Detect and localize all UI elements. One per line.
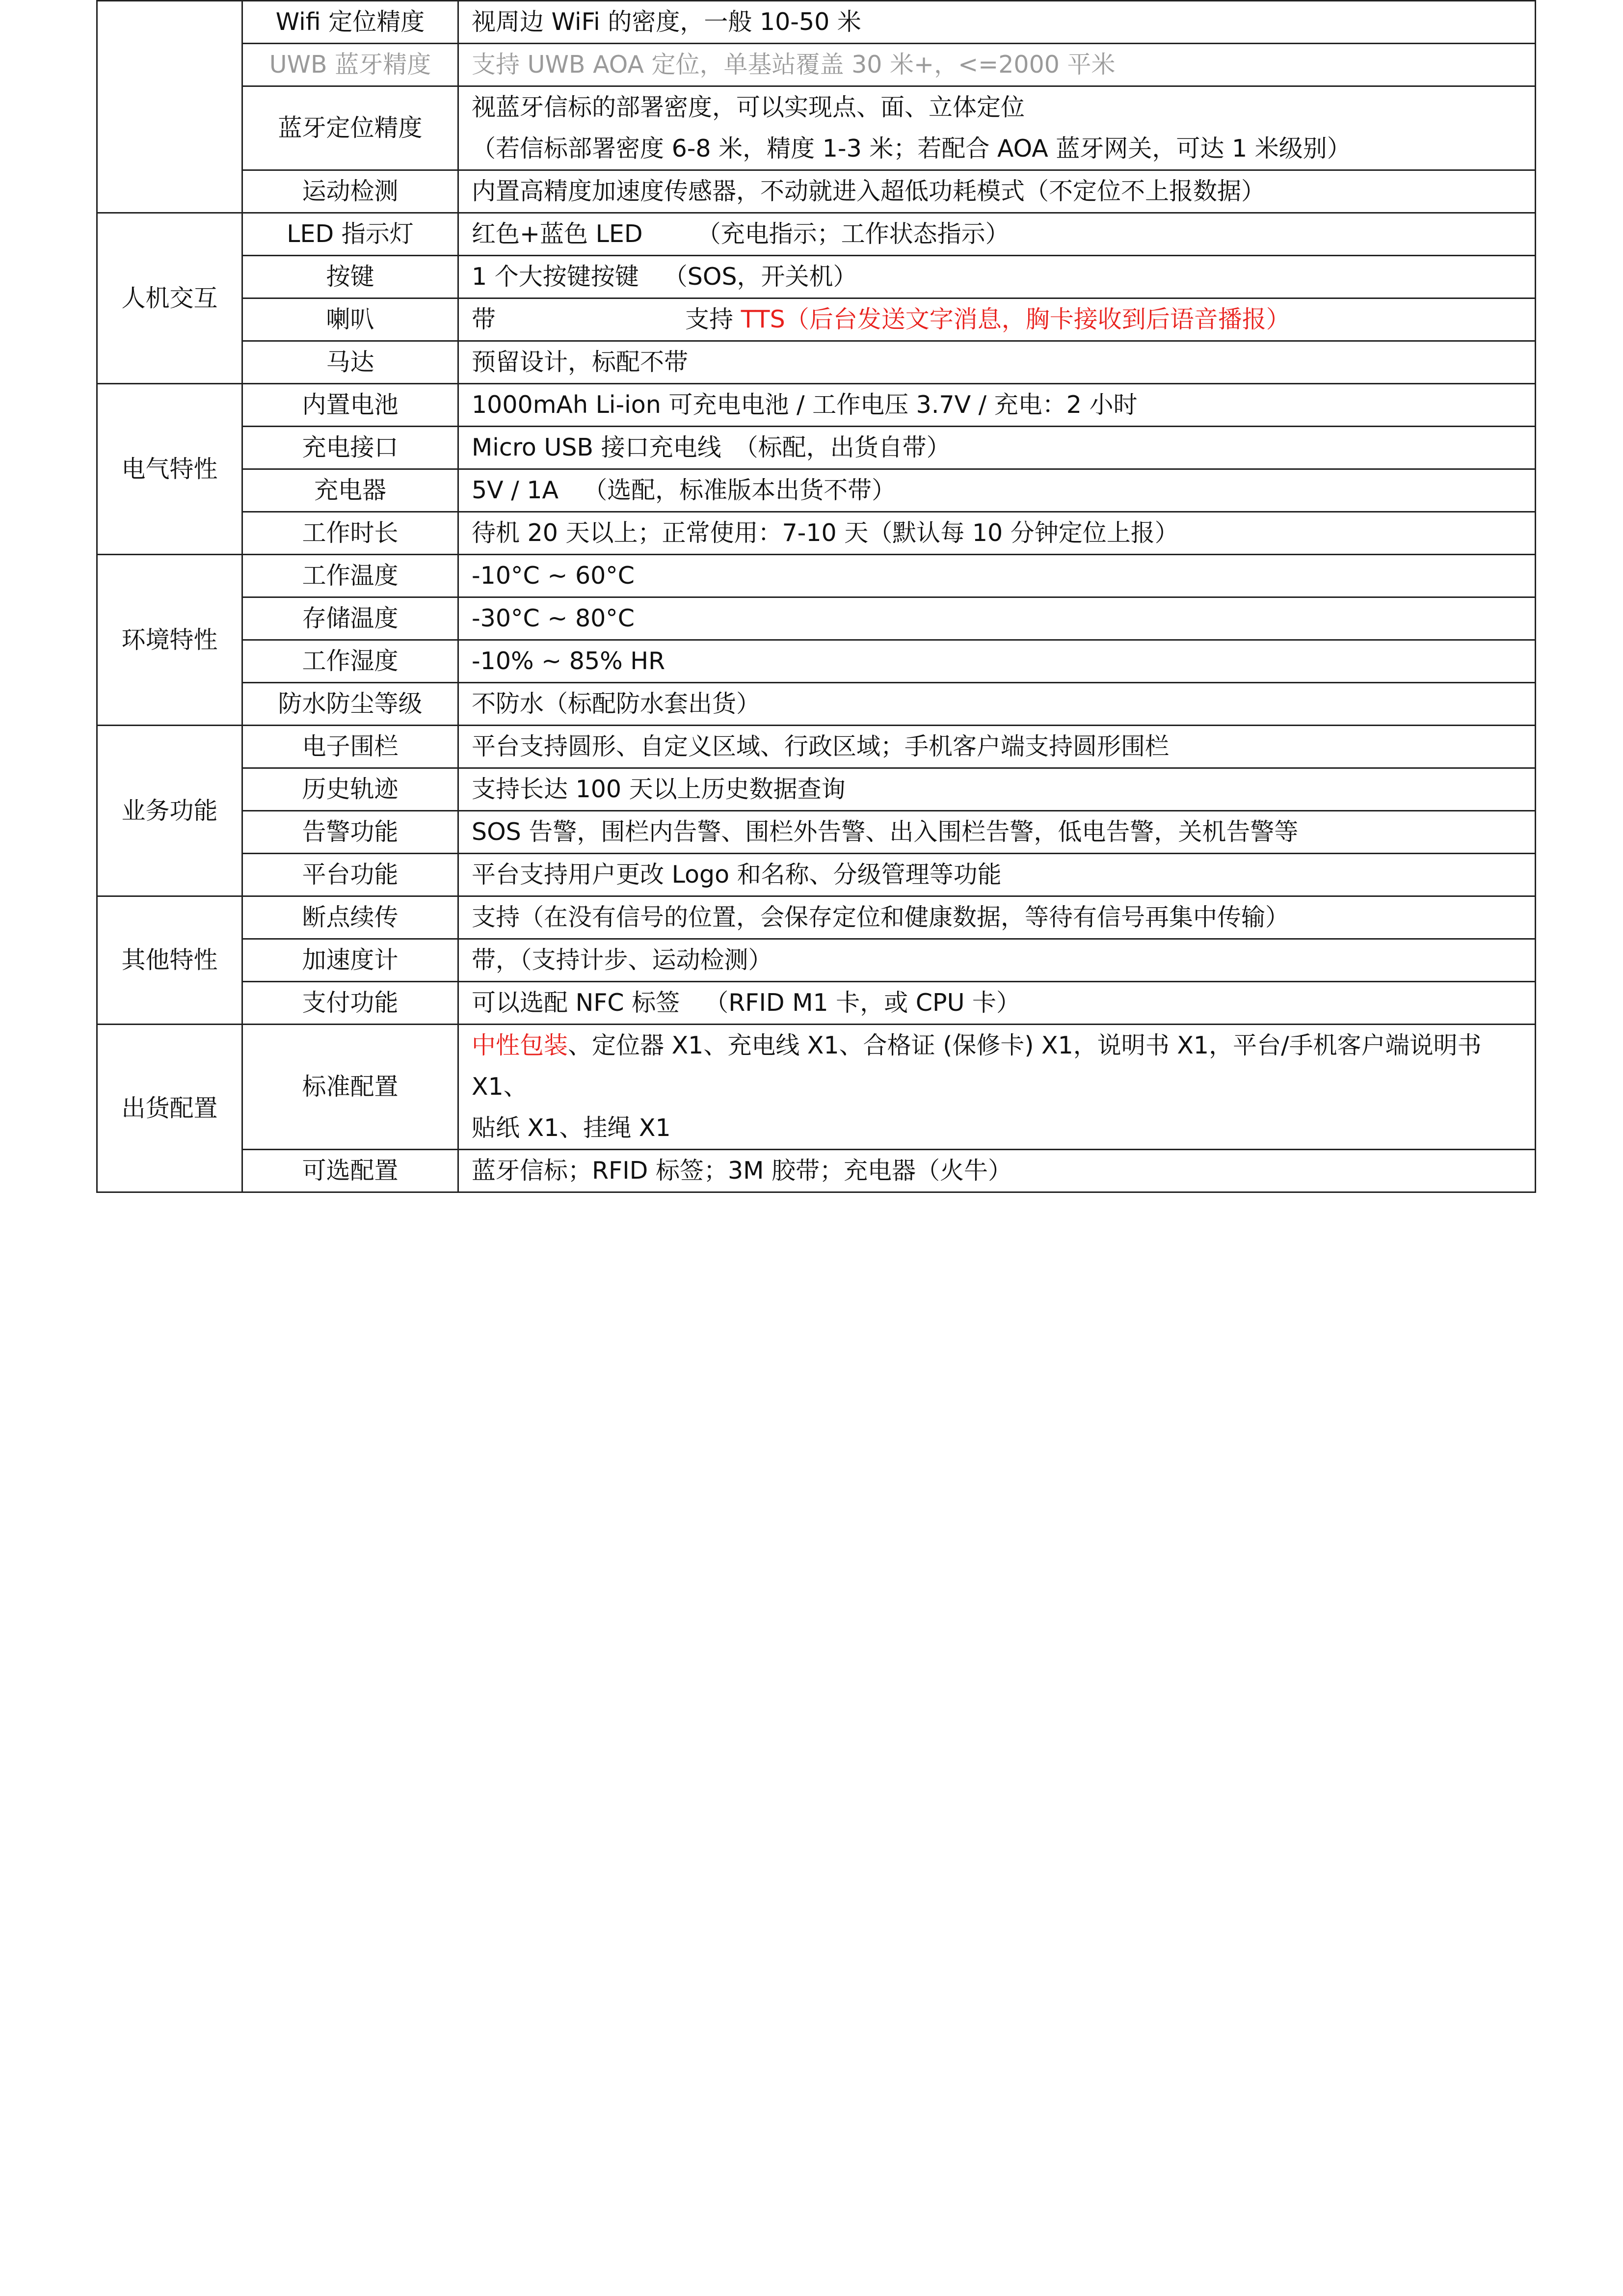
spec-value-main: 带 <box>472 305 496 333</box>
spec-value-note: （充电指示；工作状态指示） <box>696 220 1010 248</box>
table-row <box>97 1025 1536 1150</box>
spec-label: 标准配置 <box>242 1025 458 1150</box>
spec-value: SOS 告警，围栏内告警、围栏外告警、出入围栏告警，低电告警，关机告警等 <box>458 811 1536 854</box>
spec-value: 视周边 WiFi 的密度，一般 10-50 米 <box>458 1 1536 44</box>
spec-value: 支持（在没有信号的位置，会保存定位和健康数据，等待有信号再集中传输） <box>458 896 1536 939</box>
table-row <box>97 896 1536 939</box>
category-cell: 环境特性 <box>97 555 242 726</box>
table-row <box>97 768 1536 811</box>
spec-label: 历史轨迹 <box>242 768 458 811</box>
spec-label: 防水防尘等级 <box>242 683 458 726</box>
spec-label: 告警功能 <box>242 811 458 854</box>
spec-label: 马达 <box>242 341 458 384</box>
spec-label: 工作时长 <box>242 512 458 555</box>
spec-value-note: 支持 <box>685 305 741 333</box>
spec-value <box>458 298 1536 341</box>
category-cell: 其他特性 <box>97 896 242 1025</box>
spec-value: 带，（支持计步、运动检测） <box>458 939 1536 982</box>
table-row <box>97 1 1536 44</box>
spec-value <box>458 982 1536 1025</box>
table-row <box>97 86 1536 170</box>
spec-label: 工作湿度 <box>242 640 458 683</box>
spec-value-line: 贴纸 X1、挂绳 X1 <box>472 1114 671 1142</box>
table-row <box>97 640 1536 683</box>
table-row <box>97 854 1536 896</box>
table-row <box>97 512 1536 555</box>
spec-value-main: Micro USB 接口充电线 <box>472 433 721 461</box>
spec-label: 电子围栏 <box>242 726 458 768</box>
spec-label: 蓝牙定位精度 <box>242 86 458 170</box>
category-cell: 人机交互 <box>97 213 242 384</box>
spec-label: 充电器 <box>242 469 458 512</box>
spec-value-note: （SOS，开关机） <box>663 263 857 291</box>
table-row <box>97 213 1536 256</box>
category-cell: 业务功能 <box>97 726 242 896</box>
spec-label: 工作温度 <box>242 555 458 597</box>
spec-label: 断点续传 <box>242 896 458 939</box>
category-cell: 电气特性 <box>97 384 242 555</box>
table-row <box>97 384 1536 427</box>
table-row <box>97 341 1536 384</box>
table-row <box>97 427 1536 469</box>
spec-value-highlight: 中性包装 <box>472 1031 568 1059</box>
spec-value: 不防水（标配防水套出货） <box>458 683 1536 726</box>
spec-label: Wifi 定位精度 <box>242 1 458 44</box>
table-row <box>97 597 1536 640</box>
table-row <box>97 683 1536 726</box>
table-row <box>97 811 1536 854</box>
category-cell: 出货配置 <box>97 1025 242 1192</box>
spec-value: -30°C ~ 80°C <box>458 597 1536 640</box>
spec-label: 存储温度 <box>242 597 458 640</box>
spec-value-line <box>472 1025 1522 1107</box>
spec-label: 按键 <box>242 256 458 298</box>
spec-value: 平台支持圆形、自定义区域、行政区域；手机客户端支持圆形围栏 <box>458 726 1536 768</box>
spec-value: 待机 20 天以上；正常使用：7-10 天（默认每 10 分钟定位上报） <box>458 512 1536 555</box>
spec-value <box>458 427 1536 469</box>
spec-label: 充电接口 <box>242 427 458 469</box>
spec-label: 内置电池 <box>242 384 458 427</box>
spec-value-main: 、定位器 X1、充电线 X1、合格证 (保修卡) X1，说明书 X1，平台/手机客户端说明书 X1、 <box>472 1031 1482 1101</box>
table-row <box>97 256 1536 298</box>
table-row <box>97 298 1536 341</box>
table-row <box>97 939 1536 982</box>
spec-value-note: （标配，出货自带） <box>734 433 951 461</box>
spec-value-line: （若信标部署密度 6-8 米，精度 1-3 米；若配合 AOA 蓝牙网关，可达 1 米级别） <box>472 135 1351 162</box>
spec-value: 支持 UWB AOA 定位，单基站覆盖 30 米+，<=2000 平米 <box>458 44 1536 86</box>
spec-value-note: （选配，标准版本出货不带） <box>583 476 896 504</box>
spec-value <box>458 213 1536 256</box>
spec-label: 平台功能 <box>242 854 458 896</box>
spec-value-main: 5V / 1A <box>472 476 559 504</box>
table-row <box>97 1150 1536 1192</box>
table-row <box>97 726 1536 768</box>
spec-label: LED 指示灯 <box>242 213 458 256</box>
spec-label: 喇叭 <box>242 298 458 341</box>
spec-value-line: 视蓝牙信标的部署密度，可以实现点、面、立体定位 <box>472 93 1025 121</box>
spec-value <box>458 86 1536 170</box>
spec-value: 支持长达 100 天以上历史数据查询 <box>458 768 1536 811</box>
spec-value: -10°C ~ 60°C <box>458 555 1536 597</box>
spec-value <box>458 469 1536 512</box>
spec-label: 可选配置 <box>242 1150 458 1192</box>
table-row <box>97 44 1536 86</box>
spec-value <box>458 1025 1536 1150</box>
category-cell <box>97 1 242 213</box>
spec-label: 运动检测 <box>242 170 458 213</box>
spec-value-main: 红色+蓝色 LED <box>472 220 643 248</box>
spec-value: 预留设计，标配不带 <box>458 341 1536 384</box>
spec-label: UWB 蓝牙精度 <box>242 44 458 86</box>
spec-value: -10% ~ 85% HR <box>458 640 1536 683</box>
spec-value <box>458 256 1536 298</box>
spec-value: 内置高精度加速度传感器，不动就进入超低功耗模式（不定位不上报数据） <box>458 170 1536 213</box>
spec-value: 平台支持用户更改 Logo 和名称、分级管理等功能 <box>458 854 1536 896</box>
spec-table <box>96 0 1536 1193</box>
spec-label: 支付功能 <box>242 982 458 1025</box>
spec-value: 蓝牙信标；RFID 标签；3M 胶带；充电器（火牛） <box>458 1150 1536 1192</box>
spec-value-main: 1 个大按键按键 <box>472 263 639 291</box>
table-row <box>97 170 1536 213</box>
table-row <box>97 555 1536 597</box>
spec-value: 1000mAh Li-ion 可充电电池 / 工作电压 3.7V / 充电：2 小时 <box>458 384 1536 427</box>
table-row <box>97 982 1536 1025</box>
spec-label: 加速度计 <box>242 939 458 982</box>
spec-value-main: 可以选配 NFC 标签 <box>472 989 680 1017</box>
spec-value-note: （RFID M1 卡，或 CPU 卡） <box>704 989 1021 1017</box>
table-row <box>97 469 1536 512</box>
spec-value-highlight: TTS（后台发送文字消息，胸卡接收到后语音播报） <box>741 305 1290 333</box>
